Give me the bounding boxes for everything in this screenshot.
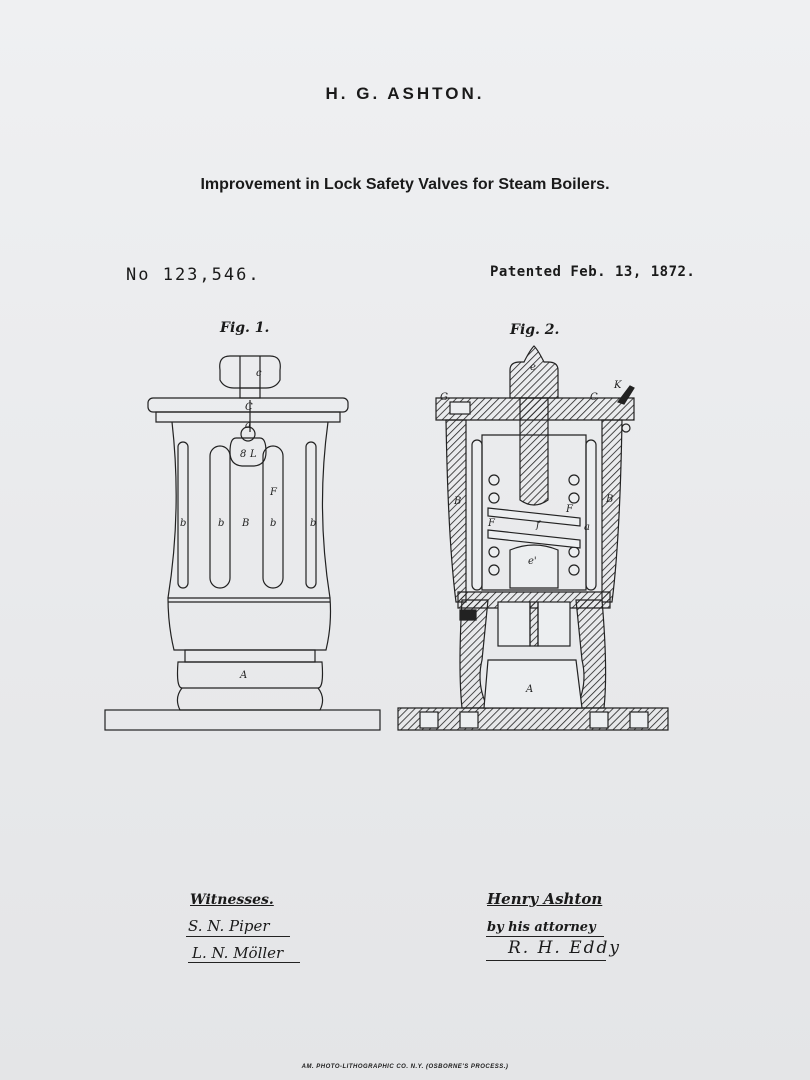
inventor-signature: Henry Ashton	[487, 890, 603, 908]
patent-date: Patented Feb. 13, 1872.	[490, 264, 696, 280]
patent-number: No 123,546.	[126, 265, 261, 285]
witness-1-underline	[186, 936, 290, 937]
fig2-drawing	[398, 346, 668, 730]
svg-text:a: a	[584, 522, 590, 533]
svg-text:b: b	[180, 518, 187, 529]
svg-text:F: F	[270, 487, 277, 498]
svg-text:L: L	[250, 449, 257, 460]
svg-text:B: B	[454, 496, 462, 507]
witness-signature-2: L. N. Möller	[192, 944, 284, 962]
witnesses-heading: Witnesses.	[190, 892, 274, 908]
fig2-label: Fig. 2.	[510, 322, 560, 338]
svg-text:C: C	[245, 402, 253, 413]
svg-text:b: b	[270, 518, 277, 529]
svg-text:8: 8	[240, 449, 247, 460]
svg-text:B: B	[606, 494, 614, 505]
svg-text:G: G	[440, 392, 448, 403]
svg-text:a: a	[245, 420, 251, 431]
svg-text:C: C	[590, 392, 598, 403]
svg-text:K: K	[614, 380, 622, 391]
attorney-signature: R. H. Eddy	[508, 938, 622, 958]
svg-text:e': e'	[528, 556, 537, 567]
inventor-name: H. G. ASHTON.	[325, 84, 485, 103]
svg-text:f: f	[536, 520, 540, 531]
svg-text:A: A	[240, 670, 248, 681]
svg-text:c: c	[256, 368, 262, 379]
svg-text:b: b	[218, 518, 225, 529]
svg-text:F: F	[488, 518, 495, 529]
svg-text:A: A	[526, 684, 534, 695]
svg-text:b: b	[310, 518, 317, 529]
witness-2-underline	[188, 962, 300, 963]
attorney-sign-underline	[486, 960, 606, 961]
patent-title: Improvement in Lock Safety Valves for Steam Boilers.	[200, 176, 610, 193]
svg-text:F: F	[566, 504, 573, 515]
printer-imprint: AM. PHOTO-LITHOGRAPHIC CO. N.Y. (OSBORNE'S PROCESS.)	[301, 1064, 509, 1070]
witness-signature-1: S. N. Piper	[188, 917, 270, 935]
attorney-line: by his attorney	[487, 920, 596, 935]
attorney-underline	[486, 936, 604, 937]
svg-text:B: B	[242, 518, 250, 529]
fig1-label: Fig. 1.	[220, 320, 270, 336]
valve-drawings	[90, 340, 690, 740]
svg-text:e: e	[530, 362, 536, 373]
